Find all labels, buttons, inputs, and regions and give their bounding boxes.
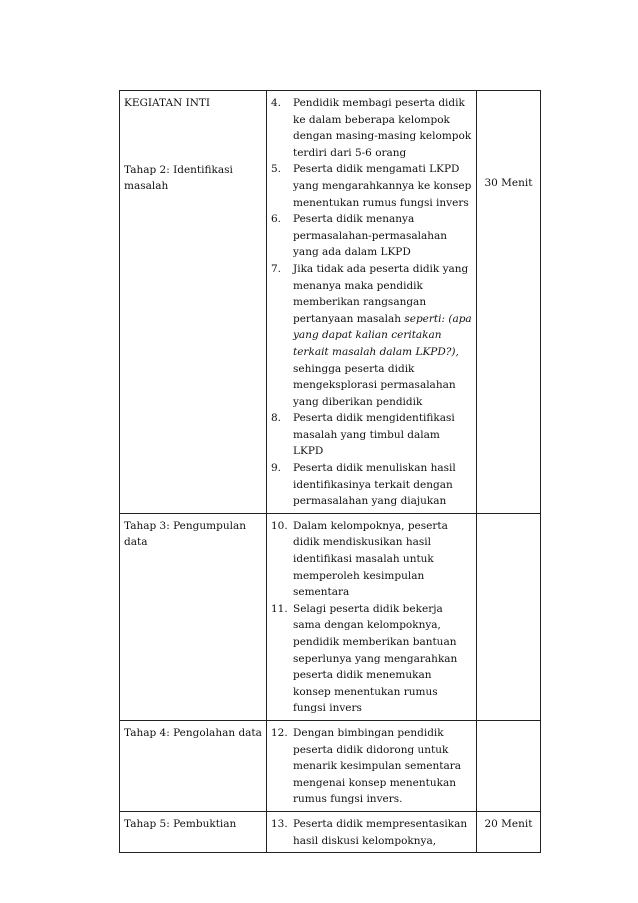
time-cell [477, 513, 541, 720]
step-number: 13. [271, 817, 288, 830]
list-item [271, 725, 472, 808]
phase-cell [120, 513, 267, 720]
list-item [271, 518, 472, 601]
step-text: Pendidik membagi peserta didik ke dalam beberapa kelompok dengan masing-masing kelompok terdiri dari 5-6 orang [293, 97, 472, 159]
list-item [271, 601, 472, 717]
step-number: 12. [271, 726, 288, 739]
step-text: Peserta didik mengamati LKPD yang mengarahkannya ke konsep menentukan rumus fungsi invers [293, 163, 472, 209]
step-text: Dengan bimbingan pendidik peserta didik didorong untuk menarik kesimpulan sementara mengenai konsep menentukan rumus fungsi invers. [293, 726, 462, 806]
step-text: Dalam kelompoknya, peserta didik mendiskusikan hasil identifikasi masalah untuk memperoleh kesimpulan sementara [293, 519, 448, 599]
step-text: Peserta didik menuliskan hasil identifikasinya terkait dengan permasalahan yang diajukan [293, 462, 456, 508]
step-number: 7. [271, 262, 282, 275]
step-number: 8. [271, 412, 282, 425]
step-list [271, 816, 472, 849]
step-text: Peserta didik mengidentifikasi masalah yang timbul dalam LKPD [293, 412, 455, 458]
table-row [120, 720, 541, 811]
step-number: 5. [271, 163, 282, 176]
step-number: 9. [271, 462, 282, 475]
steps-cell [267, 91, 477, 514]
step-text: Selagi peserta didik bekerja sama dengan kelompoknya, pendidik memberikan bantuan seperlunya yang mengarahkan peserta didik menemukan konsep menentukan rumus fungsi invers [293, 602, 458, 715]
phase-cell [120, 811, 267, 852]
steps-cell [267, 811, 477, 852]
list-item [271, 816, 472, 849]
table-row [120, 513, 541, 720]
phase-label: Tahap 5: Pembuktian [124, 817, 237, 830]
step-text: Peserta didik mempresentasikan hasil diskusi kelompoknya, [293, 817, 468, 847]
steps-cell [267, 513, 477, 720]
step-text: sehingga peserta didik mengeksplorasi permasalahan yang diberikan pendidik [293, 362, 456, 408]
step-list [271, 518, 472, 717]
phase-label: Tahap 3: Pengumpulan data [124, 519, 246, 549]
list-item [271, 261, 472, 410]
table-row [120, 91, 541, 514]
step-list [271, 725, 472, 808]
time-cell [477, 91, 541, 514]
step-text-italic: seperti: (apa yang dapat kalian ceritakan terkait masalah dalam LKPD?), [293, 312, 472, 358]
section-heading: KEGIATAN INTI [124, 97, 211, 109]
list-item [271, 161, 472, 211]
phase-label: Tahap 2: Identifikasi masalah [124, 163, 233, 193]
time-cell [477, 811, 541, 852]
step-text: Jika tidak ada peserta didik yang menanya maka pendidik memberikan rangsangan pertanyaan masalah [293, 262, 469, 325]
list-item [271, 211, 472, 261]
lesson-activity-table [119, 90, 541, 853]
list-item [271, 95, 472, 161]
step-number: 11. [271, 602, 288, 615]
phase-label: Tahap 4: Pengolahan data [124, 726, 262, 739]
list-item [271, 410, 472, 460]
step-number: 10. [271, 519, 288, 532]
phase-cell [120, 720, 267, 811]
table-row [120, 811, 541, 852]
phase-cell [120, 91, 267, 514]
step-list [271, 95, 472, 510]
list-item [271, 460, 472, 510]
duration-label: 20 Menit [484, 817, 533, 830]
time-cell [477, 720, 541, 811]
steps-cell [267, 720, 477, 811]
step-number: 4. [271, 97, 282, 109]
step-number: 6. [271, 213, 282, 226]
step-text: Peserta didik menanya permasalahan-permasalahan yang ada dalam LKPD [293, 213, 447, 259]
duration-label: 30 Menit [484, 177, 533, 189]
